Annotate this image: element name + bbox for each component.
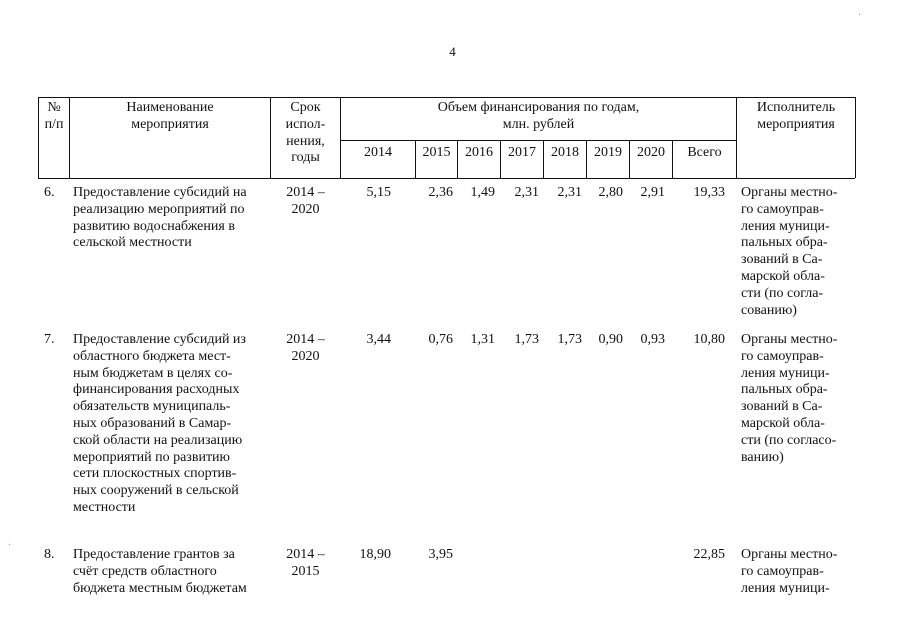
row-6-2016: 1,49 [470,185,495,200]
row-6-2018: 2,31 [557,185,582,200]
header-term: Срок испол- нения, годы [285,100,326,166]
row-7-2019: 0,90 [598,332,623,347]
row-7-2020: 0,93 [640,332,665,347]
row-7-2016: 1,31 [470,332,495,347]
row-7-term: 2014 – 2020 [286,332,325,364]
header-name: Наименование мероприятия [126,100,214,132]
row-6-2017: 2,31 [514,185,539,200]
header-year-2020: 2020 [637,145,665,160]
header-year-2018: 2018 [551,145,579,160]
header-year-2015: 2015 [422,145,451,160]
row-8-num: 8. [44,547,55,562]
row-7-total: 10,80 [693,332,725,347]
header-funding: Объем финансирования по годам, млн. рублей [437,100,640,132]
row-8-2014: 18,90 [359,547,391,562]
row-7-2017: 1,73 [514,332,539,347]
row-8-name: Предоставление грантов за счёт средств областного бюджета местным бюджетам [73,547,247,596]
row-6-2019: 2,80 [598,185,623,200]
header-year-2019: 2019 [594,145,622,160]
row-8-total: 22,85 [693,547,725,562]
row-6-total: 19,33 [693,185,725,200]
row-8-executor: Органы местно- го самоуправ- ления муници- [741,547,838,596]
row-7-name: Предоставление субсидий из областного бюджета мест- ным бюджетам в целях со- финансирования расходных обязательств муниципаль- ных образований в Самар- ской области на реализацию мероприятий по развитию сети плоскостных спортив- ных сооружений в сельской местности [73,332,246,515]
row-6-name: Предоставление субсидий на реализацию мероприятий по развитию водоснабжения в сельской местности [73,185,247,251]
header-year-2017: 2017 [508,145,536,160]
row-6-2020: 2,91 [640,185,665,200]
row-7-2015: 0,76 [428,332,453,347]
row-7-2014: 3,44 [366,332,391,347]
row-7-num: 7. [44,332,55,347]
header-total: Всего [687,145,722,160]
header-executor: Исполнитель мероприятия [756,100,836,132]
scan-mark: · [858,10,862,21]
header-year-2016: 2016 [465,145,493,160]
row-6-term: 2014 – 2020 [286,185,325,217]
row-6-2014: 5,15 [366,185,391,200]
row-6-num: 6. [44,185,55,200]
row-6-executor: Органы местно- го самоуправ- ления муници- пальных обра- зований в Са- марской обла- сти (по согла- сованию) [741,185,838,318]
header-year-2014: 2014 [364,145,392,160]
row-8-2015: 3,95 [428,547,453,562]
row-7-executor: Органы местно- го самоуправ- ления муници- пальных обра- зований в Са- марской обла- сти (по согласо- ванию) [741,332,838,465]
header-num: № п/п [44,100,64,132]
page-number: 4 [449,44,456,59]
row-7-2018: 1,73 [557,332,582,347]
row-6-2015: 2,36 [428,185,453,200]
scan-mark: · [8,540,12,551]
row-8-term: 2014 – 2015 [286,547,325,579]
